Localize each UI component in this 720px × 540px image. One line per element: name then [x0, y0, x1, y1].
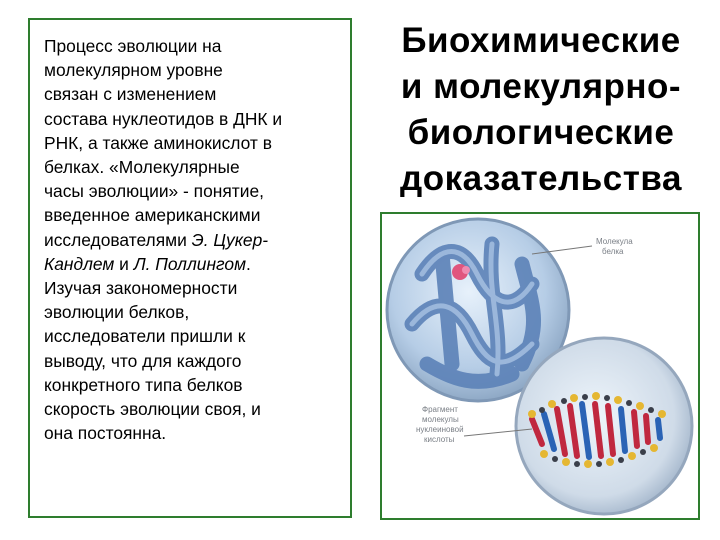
- text-line: она постоянна.: [44, 423, 167, 444]
- title-line: доказательства: [400, 159, 682, 198]
- dna-label: Фрагмент: [422, 405, 458, 414]
- text-line: Процесс эволюции на: [44, 36, 222, 56]
- text-line: белках. «Молекулярные: [44, 157, 240, 178]
- author-name-pauling: Л. Поллингом: [133, 253, 247, 274]
- dna-label: нуклеиновой: [416, 425, 464, 434]
- author-name-tsuckerkandl: Э. Цукер-: [191, 229, 269, 250]
- dna-fragment-image: [516, 338, 692, 514]
- dna-label: молекулы: [422, 415, 459, 424]
- text-line: РНК, а также аминокислот в: [44, 132, 272, 153]
- author-name-tsuckerkandl-cont: Кандлем: [44, 253, 115, 274]
- body-text: [44, 34, 354, 445]
- text-line: выводу, что для каждого: [44, 350, 242, 371]
- text-line: исследователями: [44, 229, 192, 250]
- text-line: эволюции белков,: [44, 302, 190, 323]
- dna-label: кислоты: [424, 435, 455, 444]
- slide-title: [366, 18, 716, 202]
- title-line: и молекулярно-: [400, 67, 682, 106]
- text-line: молекулярном уровне: [44, 60, 223, 81]
- text-line: состава нуклеотидов в ДНК и: [44, 108, 283, 129]
- protein-label: Молекула: [596, 237, 633, 246]
- title-line: биологические: [407, 113, 675, 152]
- text-line: Изучая закономерности: [44, 278, 238, 299]
- title-line: Биохимические: [401, 21, 681, 60]
- figure-panel: [380, 212, 700, 520]
- text-line: часы эволюции» - понятие,: [44, 181, 264, 202]
- text-line: исследователи пришли к: [44, 326, 246, 347]
- text-line: скорость эволюции своя, и: [44, 399, 261, 420]
- text-line: введенное американскими: [44, 205, 261, 226]
- text-line: связан с изменением: [44, 84, 217, 105]
- text-line: .: [246, 253, 251, 274]
- text-line: конкретного типа белков: [44, 374, 243, 395]
- protein-label: белка: [602, 247, 624, 256]
- text-line: и: [114, 253, 134, 274]
- molecule-illustration: [382, 214, 698, 518]
